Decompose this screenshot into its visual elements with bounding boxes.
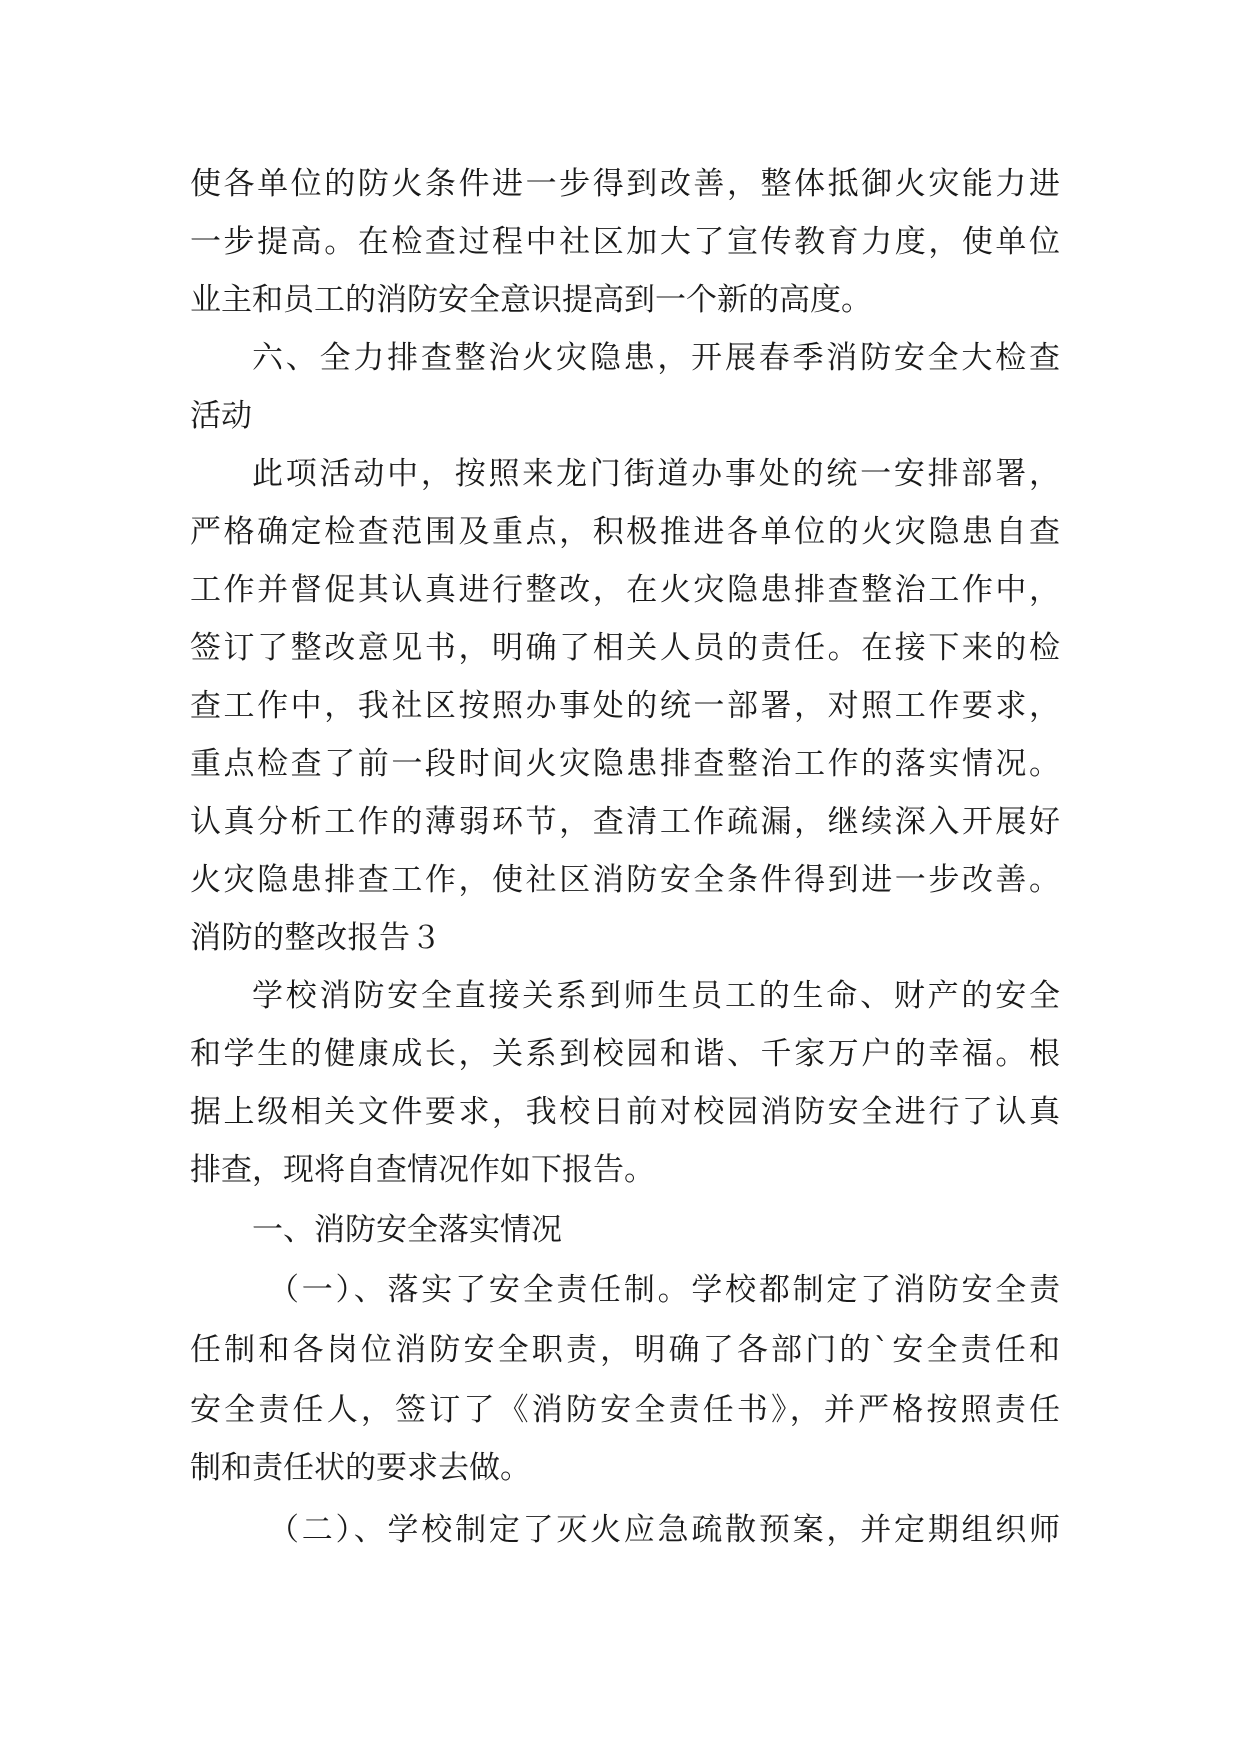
- text-line: 一步提高。在检查过程中社区加大了宣传教育力度，使单位: [190, 224, 1060, 260]
- text-line: 据上级相关文件要求，我校日前对校园消防安全进行了认真: [190, 1094, 1060, 1130]
- report-title: 消防的整改报告３: [190, 920, 442, 956]
- text-line: （一）、落实了安全责任制。学校都制定了消防安全责: [268, 1272, 1060, 1308]
- section-heading: 一、消防安全落实情况: [252, 1212, 562, 1248]
- text-line: 火灾隐患排查工作，使社区消防安全条件得到进一步改善。: [190, 862, 1060, 898]
- text-line: 学校消防安全直接关系到师生员工的生命、财产的安全: [252, 978, 1060, 1014]
- text-line: 任制和各岗位消防安全职责，明确了各部门的`安全责任和: [190, 1332, 1060, 1368]
- text-line: 此项活动中，按照来龙门街道办事处的统一安排部署，: [252, 456, 1060, 492]
- text-line: 工作并督促其认真进行整改，在火灾隐患排查整治工作中，: [190, 572, 1060, 608]
- text-line: 安全责任人，签订了《消防安全责任书》，并严格按照责任: [190, 1392, 1060, 1428]
- text-line: 和学生的健康成长，关系到校园和谐、千家万户的幸福。根: [190, 1036, 1060, 1072]
- text-line: 签订了整改意见书，明确了相关人员的责任。在接下来的检: [190, 630, 1060, 666]
- text-line: （二）、学校制定了灭火应急疏散预案，并定期组织师: [268, 1512, 1060, 1548]
- text-line: 重点检查了前一段时间火灾隐患排查整治工作的落实情况。: [190, 746, 1060, 782]
- text-line: 严格确定检查范围及重点，积极推进各单位的火灾隐患自查: [190, 514, 1060, 550]
- section-heading: 六、全力排查整治火灾隐患，开展春季消防安全大检查: [252, 340, 1060, 376]
- text-line: 排查，现将自查情况作如下报告。: [190, 1152, 655, 1188]
- text-line: 制和责任状的要求去做。: [190, 1450, 531, 1486]
- text-line: 查工作中，我社区按照办事处的统一部署，对照工作要求，: [190, 688, 1060, 724]
- text-line: 认真分析工作的薄弱环节，查清工作疏漏，继续深入开展好: [190, 804, 1060, 840]
- text-line: 业主和员工的消防安全意识提高到一个新的高度。: [190, 282, 872, 318]
- text-line: 使各单位的防火条件进一步得到改善，整体抵御火灾能力进: [190, 166, 1060, 202]
- section-heading-continued: 活动: [190, 398, 252, 434]
